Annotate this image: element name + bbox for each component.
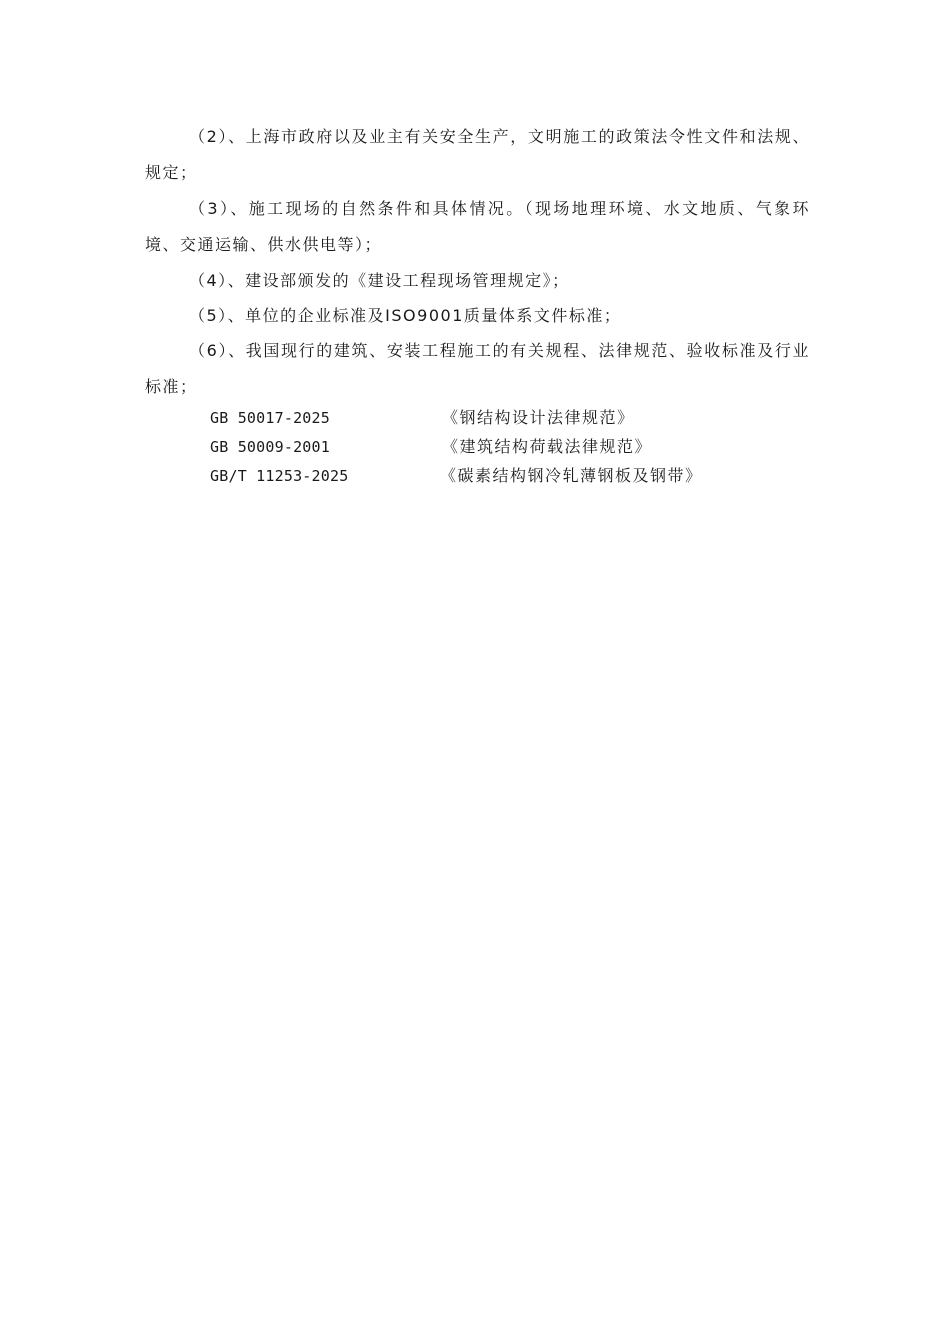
standard-name: 《钢结构设计法律规范》 [442, 408, 635, 427]
paragraph-item-2: （2）、上海市政府以及业主有关安全生产，文明施工的政策法令性文件和法规、规定； [145, 127, 810, 182]
standard-name: 《碳素结构钢冷轧薄钢板及钢带》 [440, 466, 703, 485]
standard-row [210, 432, 810, 462]
standard-code: GB 50009-2001 [210, 438, 330, 456]
standard-row [210, 461, 810, 491]
standard-code: GB 50017-2025 [210, 409, 330, 427]
paragraph-item-3: （3）、施工现场的自然条件和具体情况。（现场地理环境、水文地质、气象环境、交通运输、供水供电等）； [145, 199, 810, 254]
standard-name: 《建筑结构荷载法律规范》 [442, 437, 653, 456]
standard-code: GB/T 11253-2025 [210, 467, 349, 485]
paragraph-item-5: （5）、单位的企业标准及ISO9001质量体系文件标准； [189, 306, 622, 325]
paragraph-item-4: （4）、建设部颁发的《建设工程现场管理规定》； [189, 271, 570, 290]
paragraph-item-6: （6）、我国现行的建筑、安装工程施工的有关规程、法律规范、验收标准及行业标准； [145, 341, 810, 396]
standard-row [210, 403, 810, 433]
